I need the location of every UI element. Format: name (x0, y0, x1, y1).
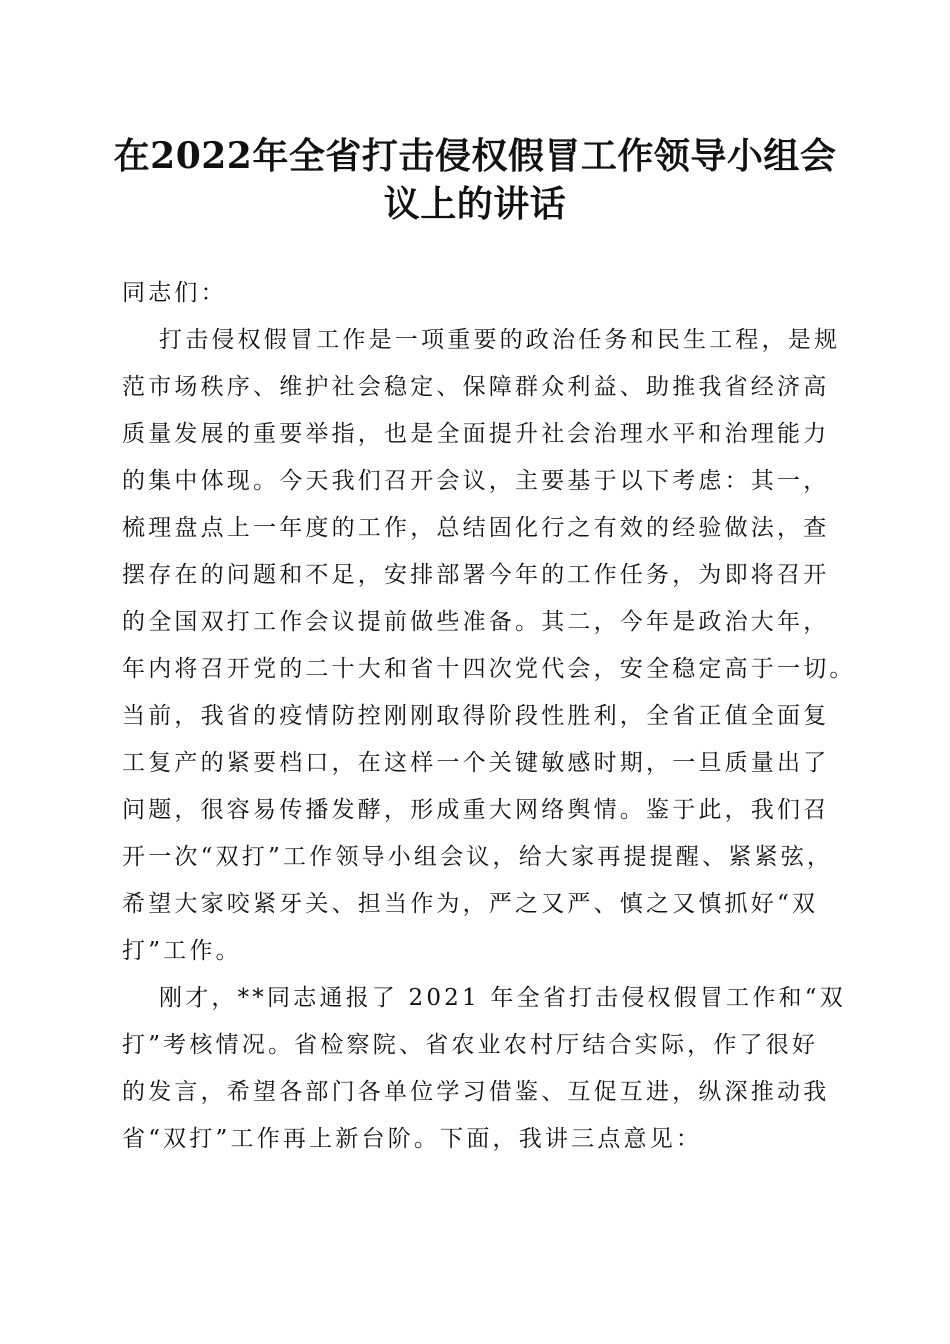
text-line: 摆存在的问题和不足，安排部署今年的工作任务，为即将召开 (122, 562, 830, 588)
text-line: 年内将召开党的二十大和省十四次党代会，安全稳定高于一切。 (122, 656, 856, 682)
text-line: 希望大家咬紧牙关、担当作为，严之又严、慎之又慎抓好“双 (122, 891, 819, 917)
text-line: 省“双打”工作再上新台阶。下面，我讲三点意见： (122, 1126, 703, 1152)
text-line: 范市场秩序、维护社会稳定、保障群众利益、助推我省经济高 (122, 374, 830, 400)
text-line: 问题，很容易传播发酵，形成重大网络舆情。鉴于此，我们召 (122, 797, 830, 823)
paragraph-1 (122, 317, 856, 975)
text-line: 打”考核情况。省检察院、省农业农村厅结合实际，作了很好 (122, 1032, 819, 1058)
title-line: 议上的讲话 (383, 183, 567, 225)
salutation: 同志们： (122, 280, 227, 306)
text-line: 开一次“双打”工作领导小组会议，给大家再提提醒、紧紧弦， (122, 844, 834, 870)
text-line: 工复产的紧要档口，在这样一个关键敏感时期，一旦质量出了 (122, 750, 830, 776)
text-line: 的集中体现。今天我们召开会议，主要基于以下考虑：其一， (122, 468, 830, 494)
text-line: 的全国双打工作会议提前做些准备。其二，今年是政治大年， (122, 609, 830, 635)
paragraph-2 (122, 975, 846, 1163)
text-line: 刚才，**同志通报了 2021 年全省打击侵权假冒工作和“双 (159, 985, 846, 1011)
title-line: 在2022年全省打击侵权假冒工作领导小组会 (113, 135, 837, 177)
text-line: 打”工作。 (122, 938, 242, 964)
text-line: 的发言，希望各部门各单位学习借鉴、互促互进，纵深推动我 (122, 1079, 830, 1105)
text-line: 当前，我省的疫情防控刚刚取得阶段性胜利，全省正值全面复 (122, 703, 830, 729)
document-title (110, 132, 840, 228)
text-line: 梳理盘点上一年度的工作，总结固化行之有效的经验做法，查 (122, 515, 830, 541)
document-body (122, 270, 856, 1163)
text-line: 质量发展的重要举指，也是全面提升社会治理水平和治理能力 (122, 421, 830, 447)
text-line: 打击侵权假冒工作是一项重要的政治任务和民生工程，是规 (159, 327, 841, 353)
